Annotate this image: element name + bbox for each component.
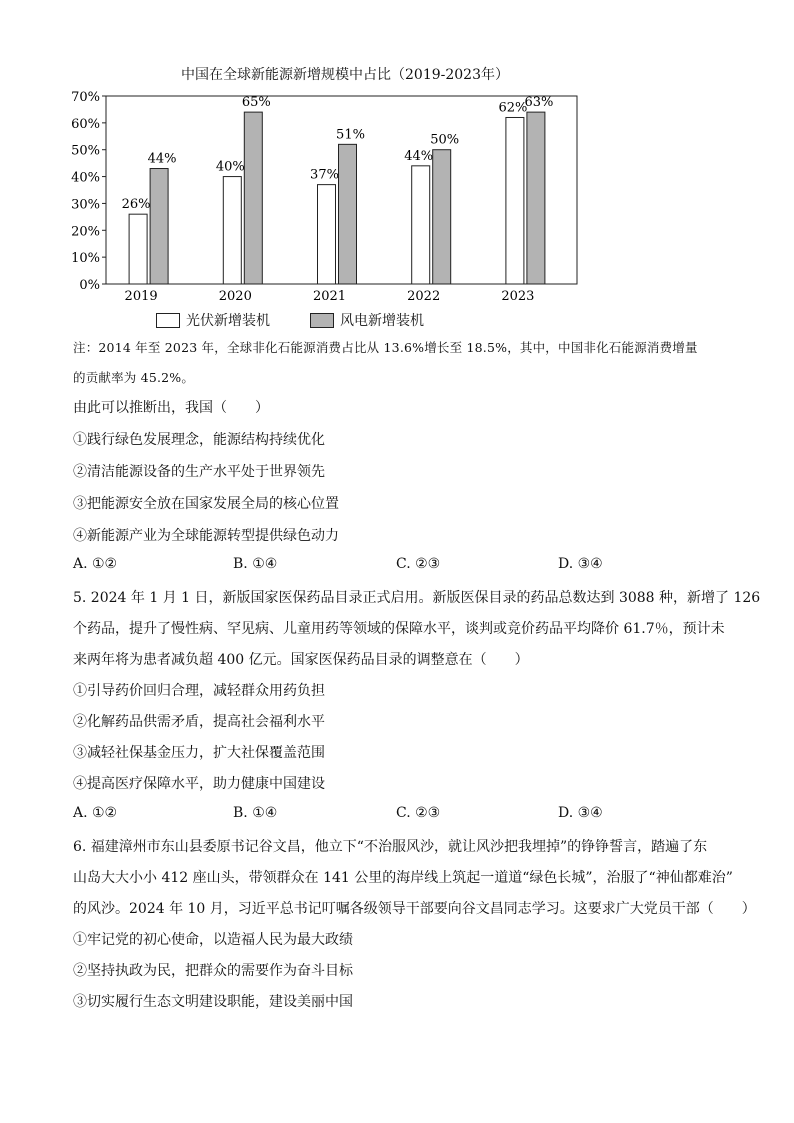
bar-pv	[129, 214, 147, 284]
q4-option-c[interactable]: C. ②③	[396, 556, 441, 572]
q4-stem: 由此可以推断出，我国（ ）	[73, 400, 269, 416]
q4-option-d[interactable]: D. ③④	[558, 556, 603, 572]
y-tick-label: 60%	[71, 116, 100, 132]
legend-label-pv: 光伏新增装机	[186, 313, 270, 329]
bar-wind	[339, 144, 357, 284]
q5-item-3: ③减轻社保基金压力，扩大社保覆盖范围	[73, 745, 325, 761]
legend-swatch-wind	[310, 313, 334, 328]
data-label-wind: 63%	[524, 95, 554, 111]
chart-title: 中国在全球新能源新增规模中占比（2019-2023年）	[181, 67, 509, 83]
y-tick-label: 20%	[71, 224, 100, 240]
q5-option-c[interactable]: C. ②③	[396, 805, 441, 821]
q4-option-a[interactable]: A. ①②	[73, 556, 118, 572]
x-tick-label: 2022	[407, 289, 441, 304]
bar-pv	[506, 117, 524, 284]
q6-stem-line-2: 山岛大大小小 412 座山头，带领群众在 141 公里的海岸线上筑起一道道“绿色长城”，治服了“神仙都难治”	[73, 870, 733, 886]
data-label-wind: 50%	[430, 132, 460, 148]
legend-swatch-pv	[156, 313, 180, 328]
q6-stem-line-1: 6. 福建漳州市东山县委原书记谷文昌，他立下“不治服风沙，就让风沙把我埋掉”的铮铮誓言，踏遍了东	[73, 839, 708, 855]
q5-stem-line-1: 5. 2024 年 1 月 1 日，新版国家医保药品目录正式启用。新版医保目录的药品总数达到 3088 种，新增了 126	[73, 590, 761, 606]
q4-item-4: ④新能源产业为全球能源转型提供绿色动力	[73, 528, 339, 544]
legend-item-wind	[310, 310, 424, 330]
bar-pv	[223, 177, 241, 284]
y-tick-label: 40%	[71, 170, 100, 186]
x-tick-label: 2020	[218, 289, 252, 304]
bar-pv	[318, 185, 336, 284]
data-label-pv: 40%	[215, 159, 245, 175]
bar-chart	[60, 84, 590, 306]
data-label-pv: 62%	[498, 100, 528, 116]
q5-option-b[interactable]: B. ①④	[233, 805, 278, 821]
q5-item-2: ②化解药品供需矛盾，提高社会福利水平	[73, 714, 325, 730]
x-tick-label: 2019	[124, 289, 158, 304]
bar-wind	[433, 150, 451, 284]
y-tick-label: 70%	[71, 90, 100, 105]
q5-stem-line-3: 来两年将为患者减负超 400 亿元。国家医保药品目录的调整意在（ ）	[73, 652, 529, 668]
q4-item-2: ②清洁能源设备的生产水平处于世界领先	[73, 464, 325, 480]
q5-item-1: ①引导药价回归合理，减轻群众用药负担	[73, 683, 325, 699]
data-label-wind: 65%	[241, 95, 271, 111]
q4-item-1: ①践行绿色发展理念，能源结构持续优化	[73, 432, 325, 448]
q6-item-2: ②坚持执政为民，把群众的需要作为奋斗目标	[73, 963, 353, 979]
q4-item-3: ③把能源安全放在国家发展全局的核心位置	[73, 496, 339, 512]
note-line-1: 注：2014 年至 2023 年，全球非化石能源消费占比从 13.6%增长至 18.5%，其中，中国非化石能源消费增量	[73, 340, 698, 355]
data-label-wind: 51%	[336, 127, 365, 143]
q5-option-d[interactable]: D. ③④	[558, 805, 603, 821]
data-label-pv: 44%	[404, 148, 434, 164]
y-tick-label: 30%	[71, 197, 100, 213]
y-tick-label: 10%	[71, 251, 100, 267]
bar-wind	[244, 112, 262, 284]
bar-wind	[150, 169, 168, 284]
note-line-2: 的贡献率为 45.2%。	[73, 370, 195, 385]
q5-stem-line-2: 个药品，提升了慢性病、罕见病、儿童用药等领域的保障水平，谈判或竞价药品平均降价 61.7％，预计未	[73, 621, 725, 637]
x-tick-label: 2021	[312, 289, 347, 304]
q6-item-3: ③切实履行生态文明建设职能，建设美丽中国	[73, 994, 353, 1010]
chart-legend	[156, 310, 424, 330]
data-label-pv: 26%	[121, 197, 151, 213]
legend-item-pv	[156, 310, 270, 330]
q5-item-4: ④提高医疗保障水平，助力健康中国建设	[73, 776, 325, 792]
data-label-pv: 37%	[310, 167, 339, 183]
y-tick-label: 50%	[71, 143, 100, 159]
q6-stem-line-3: 的风沙。2024 年 10 月，习近平总书记叮嘱各级领导干部要向谷文昌同志学习。这要求广大党员干部（ ）	[73, 901, 756, 917]
legend-label-wind: 风电新增装机	[340, 313, 424, 329]
bar-wind	[527, 112, 545, 284]
q6-item-1: ①牢记党的初心使命，以造福人民为最大政绩	[73, 932, 353, 948]
q4-option-b[interactable]: B. ①④	[233, 556, 278, 572]
q5-option-a[interactable]: A. ①②	[73, 805, 118, 821]
data-label-wind: 44%	[147, 151, 177, 167]
y-tick-label: 0%	[79, 278, 100, 293]
bar-pv	[412, 166, 430, 284]
x-tick-label: 2023	[501, 289, 535, 304]
